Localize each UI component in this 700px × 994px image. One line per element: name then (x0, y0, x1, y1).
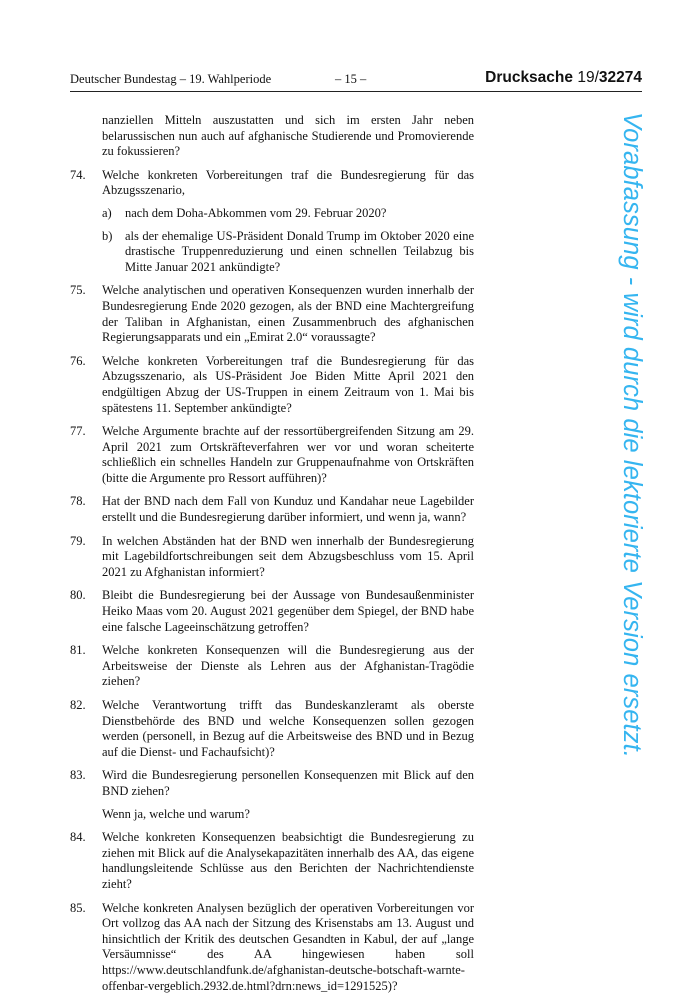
question-78 (70, 494, 474, 525)
header-parliament: Deutscher Bundestag – 19. Wahlperiode (70, 72, 272, 86)
question-number: 84. (70, 830, 86, 845)
question-79 (70, 534, 474, 581)
question-80 (70, 588, 474, 635)
question-83 (70, 768, 474, 799)
sub-text: als der ehemalige US-Präsident Donald Trump im Oktober 2020 eine drastische Truppenreduzierung und einen schnellen Teilabzug bis Mitte Januar 2021 ankündigte? (125, 228, 474, 274)
question-number: 79. (70, 533, 86, 548)
draft-watermark (618, 112, 682, 882)
question-number: 83. (70, 768, 86, 783)
question-text: Hat der BND nach dem Fall von Kunduz und Kandahar neue Lagebilder erstellt und die Bundesregierung darüber informiert, und wenn ja, wann? (102, 494, 474, 525)
question-text: Wird die Bundesregierung personellen Konsequenzen mit Blick auf den BND ziehen? (102, 768, 474, 798)
question-text: Welche konkreten Konsequenzen beabsichtigt die Bundesregierung zu ziehen mit Blick auf die Analysekapazitäten innerhalb des AA, das eigene handlungsleitende Schlüsse aus den Berichten der Nachrichtendienste zieht? (102, 830, 474, 891)
watermark-text: Vorabfassung - wird durch die lektorierte Version ersetzt. (618, 112, 646, 758)
page-number: – 15 – (335, 72, 367, 86)
question-number: 76. (70, 353, 86, 368)
question-text: Welche konkreten Konsequenzen will die Bundesregierung aus der Arbeitsweise der Dienste als Lehren aus der Afghanistan-Tragödie ziehen? (102, 643, 474, 689)
document-number-value: 32274 (598, 69, 642, 86)
document-body (70, 113, 474, 994)
question-number: 75. (70, 283, 86, 298)
question-85 (70, 901, 474, 994)
question-77 (70, 424, 474, 486)
question-number: 74. (70, 167, 86, 182)
header-rule (70, 91, 642, 92)
question-number: 85. (70, 900, 86, 915)
question-74-b (70, 229, 474, 276)
question-text: In welchen Abständen hat der BND wen innerhalb der Bundesregierung mit Lagebildfortschreibungen seit dem Abzugsbeschluss vom 15. April 2021 zu Afghanistan informiert? (102, 533, 474, 579)
question-text: Welche analytischen und operativen Konsequenzen wurden innerhalb der Bundesregierung Ende 2020 gezogen, als der BND eine Machtergreifung der Taliban in Afghanistan, einen Zusammenbruch des afghanischen Regierungsapparats und ein „Emirat 2.0“ voraussagte? (102, 283, 474, 345)
sub-text: nach dem Doha-Abkommen vom 29. Februar 2020? (125, 205, 387, 220)
page-header (70, 69, 642, 92)
question-74-a (70, 206, 474, 222)
question-text: Welche Verantwortung trifft das Bundeskanzleramt als oberste Dienstbehörde des BND und welche Konsequenzen sollen gezogen werden (personell, in Bezug auf die Arbeitsweise des BND und in Bezug auf die Dienst- und Fachaufsicht)? (102, 698, 474, 759)
question-text: Welche Argumente brachte auf der ressortübergreifenden Sitzung am 29. April 2021 zum Ortskräfteverfahren wer vor und woran scheiterte schließlich ein schnelles Handeln zur Gruppenaufnahme von Ortskräften (bitte die Argumente pro Ressort aufführen)? (102, 424, 474, 485)
question-text: Bleibt die Bundesregierung bei der Aussage von Bundesaußenminister Heiko Maas vom 20. August 2021 gegenüber dem Spiegel, der BND habe eine falsche Lageeinschätzung getroffen? (102, 588, 474, 634)
question-text: Welche konkreten Vorbereitungen traf die Bundesregierung für das Abzugsszenario, (102, 167, 474, 198)
question-83-followup: Wenn ja, welche und warum? (102, 806, 250, 821)
question-84 (70, 830, 474, 892)
question-text: Welche konkreten Vorbereitungen traf die Bundesregierung für das Abzugsszenario, als US-Präsident Joe Biden Mitte April 2021 den endgültigen Abzug der US-Truppen in einem Zeitraum von 1. Mai bis spätestens 11. September ankündigte? (102, 353, 474, 415)
question-75 (70, 283, 474, 345)
question-74 (70, 168, 474, 199)
document-number-prefix: 19/ (577, 69, 599, 86)
document-number (485, 69, 642, 87)
continuation-text: nanziellen Mitteln auszustatten und sich im ersten Jahr neben belarussischen nun auch auf afghanische Studierende und Promovierende zu fokussieren? (102, 113, 474, 159)
question-81 (70, 643, 474, 690)
sub-letter: a) (102, 205, 112, 220)
question-76 (70, 354, 474, 416)
question-82 (70, 698, 474, 760)
sub-letter: b) (102, 228, 113, 243)
question-number: 78. (70, 494, 86, 509)
question-number: 82. (70, 698, 86, 712)
question-number: 77. (70, 424, 86, 439)
question-text: Welche konkreten Analysen bezüglich der operativen Vorbereitungen vor Ort vollzog das AA nach der Sitzung des Krisenstabs am 13. August und hinsichtlich der Kritik des deutschen Gesandten in Kabul, der auf „lange Versäumnisse“ des AA hingewiesen haben soll https://www.deutschlandfunk.de/afghanistan-deutsche-botschaft-warnte-offenbar-vergeblich.2932.de.html?drn:news_id=1291525)? (102, 900, 474, 993)
question-number: 81. (70, 643, 86, 658)
question-number: 80. (70, 588, 86, 603)
document-label: Drucksache (485, 69, 574, 86)
